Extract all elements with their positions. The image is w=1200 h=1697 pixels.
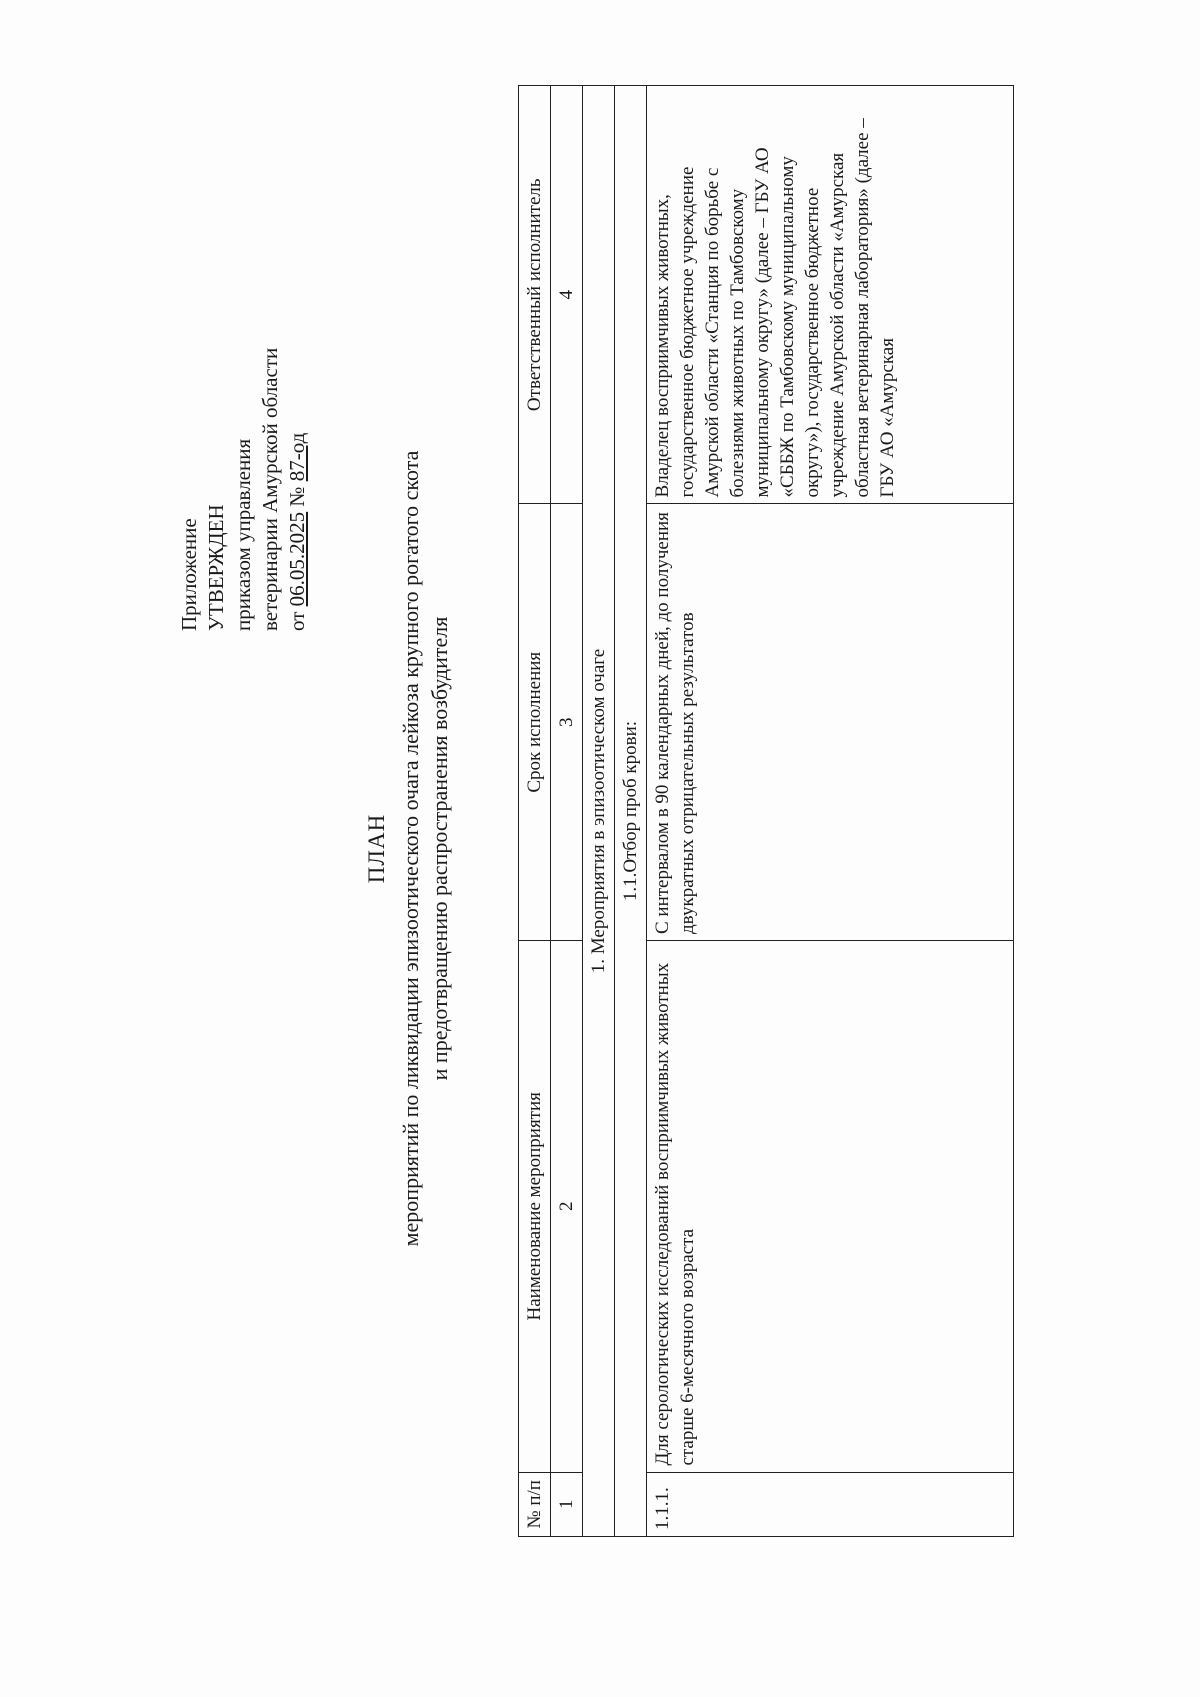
subsection-title: 1.1.Отбор проб крови: [615, 86, 647, 1537]
approval-date-prefix: от [285, 606, 309, 631]
approval-date: 06.05.2025 [285, 511, 309, 607]
column-number-1: 1 [551, 1472, 583, 1536]
row-name: Для серологических исследований восприимчивых животных старше 6-месячного возраста [647, 941, 1014, 1473]
header-number: № п/п [519, 1472, 551, 1536]
column-number-2: 2 [551, 941, 583, 1473]
row-responsible: Владелец восприимчивых животных, государственное бюджетное учреждение Амурской области «Станция по борьбе с болезнями животных по Тамбовскому муниципальному округу» (далее – ГБУ АО «СББЖ по Тамбовскому муниципальному округу»), государственное бюджетное учреждение Амурской области «Амурская областная ветеринарная лаборатория» (далее – ГБУ АО «Амурская [647, 86, 1014, 504]
column-number-3: 3 [551, 504, 583, 941]
row-term: С интервалом в 90 календарных дней, до получения двукратных отрицательных результатов [647, 504, 1014, 941]
plan-subtitle-line1: мероприятий по ликвидации эпизоотического очага лейкоза крупного рогатого скота [398, 450, 423, 1247]
approval-order: приказом управления [231, 438, 255, 631]
header-name: Наименование мероприятия [519, 941, 551, 1473]
column-number-4: 4 [551, 86, 583, 504]
approval-date-line [284, 211, 311, 631]
approval-number-prefix: № [285, 481, 309, 512]
column-number-row [551, 86, 583, 1537]
plan-table [518, 85, 1014, 1537]
approval-number: 87-од [285, 432, 309, 482]
section-row [583, 86, 615, 1537]
approval-approved: УТВЕРЖДЕН [204, 504, 228, 631]
section-title: 1. Мероприятия в эпизоотическом очаге [583, 86, 615, 1537]
approval-authority: ветеринарии Амурской области [258, 347, 282, 631]
subsection-row [615, 86, 647, 1537]
header-responsible: Ответственный исполнитель [519, 86, 551, 504]
header-term: Срок исполнения [519, 504, 551, 941]
header-row [519, 86, 551, 1537]
approval-appendix: Приложение [177, 518, 201, 631]
plan-subtitle-line2: и предотвращению распространения возбудителя [427, 616, 452, 1081]
row-number: 1.1.1. [647, 1472, 1014, 1536]
approval-block [176, 211, 311, 631]
plan-title: ПЛАН [364, 813, 389, 884]
table-row [647, 86, 1014, 1537]
